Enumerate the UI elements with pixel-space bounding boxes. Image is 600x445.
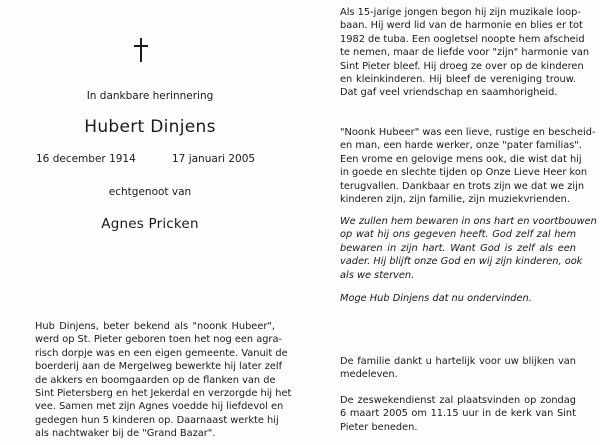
death-date: 17 januari 2005 (172, 153, 256, 165)
spouse-name: Agnes Pricken (101, 216, 199, 232)
text-line: Pieter beneden. (340, 421, 418, 433)
biography-paragraph (35, 320, 292, 441)
text-line: in goede en slechte tijden op Onze Lieve Heer kon (340, 167, 588, 179)
birth-date: 16 december 1914 (36, 153, 136, 165)
text-line: 1982 de tuba. Een oogletsel noopte hem afscheid (340, 33, 585, 45)
spouse-of-label: echtgenoot van (108, 186, 192, 198)
service-paragraph (340, 394, 576, 434)
text-line: Een vrome en gelovige mens ook, die wist dat hij (340, 153, 582, 165)
text-line: De zeswekendienst zal plaatsvinden op zondag (340, 395, 576, 406)
character-paragraph (340, 126, 596, 206)
text-line: Hub Dinjens, beter bekend als "noonk Hubeer", (35, 321, 275, 332)
text-line: vee. Samen met zijn Agnes voedde hij liefdevol en (35, 401, 284, 413)
text-line: risch dorpje was en een eigen gemeente. Vanuit de (35, 347, 288, 359)
cross-icon (134, 38, 148, 62)
text-line: Als 15-jarige jongen begon hij zijn muzikale loop- (340, 7, 581, 18)
text-line: medeleven. (340, 369, 398, 381)
text-line: te nemen, maar de liefde voor "zijn" harmonie van (340, 47, 590, 59)
text-line: de akkers en boomgaarden op de flanken van de (35, 374, 276, 386)
closing-wish (340, 292, 576, 305)
faith-paragraph (340, 215, 597, 282)
text-line: boerderij aan de Mergelweg bewerkte hij later zelf (35, 361, 283, 373)
text-line: "Noonk Hubeer" was een lieve, rustige en bescheid- (340, 127, 596, 138)
text-line: en kleinkinderen. Hij bleef de vereniging trouw. (340, 74, 576, 86)
text-line: Moge Hub Dinjens dat nu ondervinden. (340, 293, 532, 304)
text-line: Sint Pietersberg en het Jekerdal en verzorgde hij het (35, 388, 292, 400)
text-line: werd op St. Pieter geboren toen het nog een agra- (35, 334, 282, 346)
music-paragraph (340, 6, 590, 100)
text-line: We zullen hem bewaren in ons hart en voortbouwen (340, 216, 597, 227)
text-line: bewaren in zijn hart. Want God is zelf als een (340, 242, 576, 254)
text-line: als nachtwaker bij de "Grand Bazar". (35, 428, 216, 440)
text-line: Dat gaf veel vriendschap en saamhorigheid. (340, 87, 558, 99)
thanks-paragraph (340, 355, 576, 382)
text-line: gedegen hun 5 kinderen op. Daarnaast werkte hij (35, 414, 279, 426)
text-line: 6 maart 2005 om 11.15 uur in de kerk van Sint (340, 408, 576, 420)
deceased-name: Hubert Dinjens (84, 117, 216, 137)
in-memory-heading: In dankbare herinnering (86, 90, 214, 102)
text-line: De familie dankt u hartelijk voor uw blijken van (340, 356, 576, 367)
text-line: en man, een harde werker, onze "pater familias". (340, 140, 582, 152)
text-line: als we sterven. (340, 269, 415, 281)
text-line: kinderen zijn, zijn familie, zijn muziekvrienden. (340, 194, 570, 206)
text-line: terugvallen. Dankbaar en trots zijn we dat we zijn (340, 180, 585, 192)
text-line: baan. Hij werd lid van de harmonie en blies er tot (340, 20, 583, 32)
text-line: op wat hij ons gegeven heeft. God zelf zal hem (340, 229, 576, 241)
text-line: Sint Pieter bleef. Hij droeg ze over op de kinderen (340, 60, 584, 72)
text-line: vader. Hij blijft onze God en wij zijn kinderen, ook (340, 256, 583, 268)
